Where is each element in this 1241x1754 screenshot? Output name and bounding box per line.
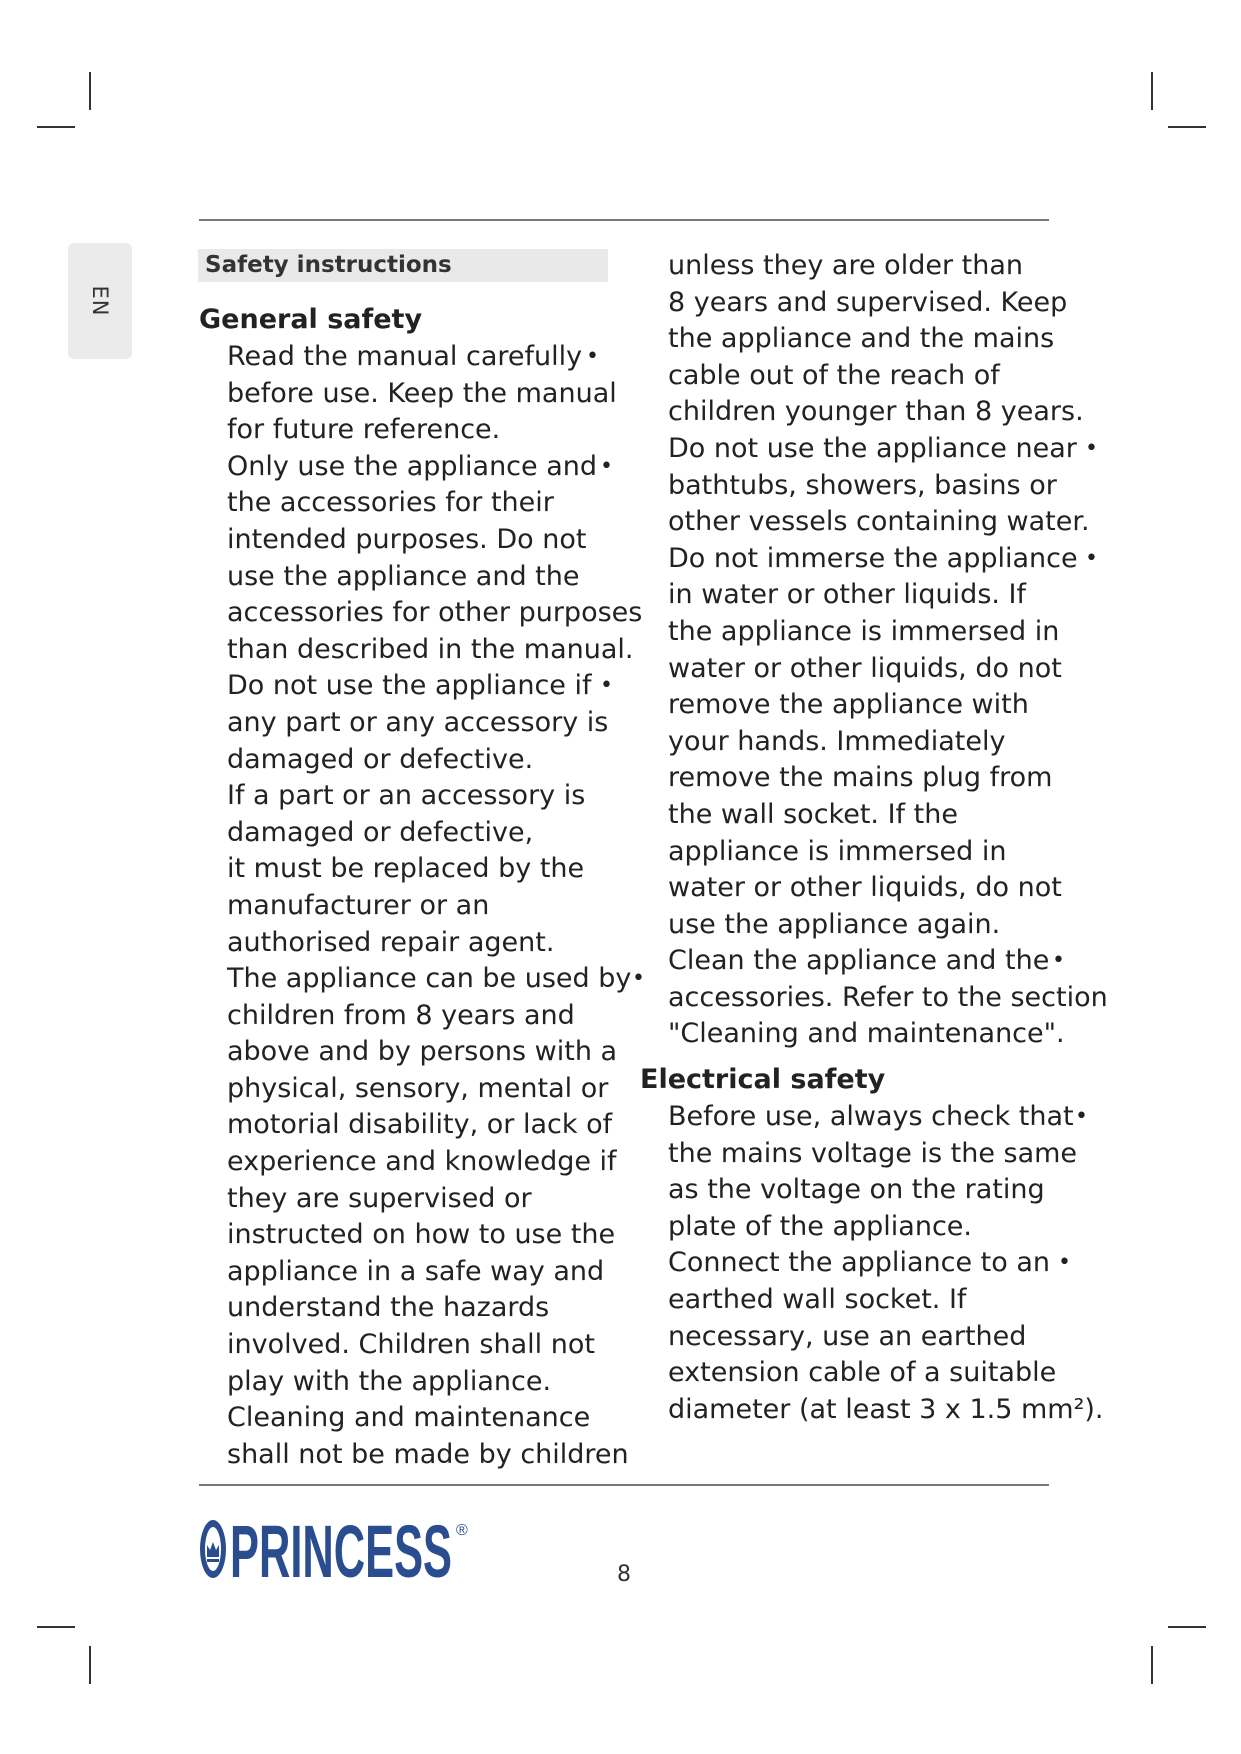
registered-mark: ® [456, 1522, 468, 1539]
language-tab [68, 243, 132, 359]
right-paragraph [640, 248, 1110, 1053]
text-line: than described in the manual. [227, 633, 634, 665]
bullet: • [1075, 1104, 1088, 1130]
text-line: accessories for other purposes [227, 597, 643, 629]
text-line: it must be replaced by the [227, 853, 585, 885]
text-line: they are supervised or [227, 1182, 532, 1214]
left-paragraph [199, 339, 645, 1473]
text-line: Before use, always check that • [668, 1099, 1110, 1136]
text-line: motorial disability, or lack of [227, 1109, 613, 1141]
text-line: plate of the appliance. [668, 1210, 972, 1242]
right-column [640, 248, 1110, 1428]
text-line: Clean the appliance and the • [668, 943, 1110, 980]
text-line: Do not immerse the appliance • [668, 541, 1110, 578]
text-line: the accessories for their [227, 487, 554, 519]
text-line: children younger than 8 years. [668, 396, 1084, 428]
section-label: Safety instructions [198, 249, 608, 282]
text-line: other vessels containing water. [668, 506, 1090, 538]
bullet: • [586, 344, 599, 369]
text-line: your hands. Immediately [668, 725, 1006, 757]
brand-wordmark: PRINCESS [230, 1513, 452, 1585]
bullet: • [600, 673, 613, 699]
bottom-rule [199, 1484, 1049, 1486]
crop-mark [89, 72, 91, 110]
text-line: shall not be made by children [227, 1438, 629, 1470]
text-line: damaged or defective, [227, 816, 534, 848]
text-line: earthed wall socket. If [668, 1284, 967, 1316]
text-line: the appliance and the mains [668, 323, 1055, 355]
page-number: 8 [617, 1562, 631, 1587]
bullet: • [1085, 545, 1098, 571]
general-safety-heading: General safety [199, 304, 423, 335]
text-line: unless they are older than [668, 250, 1023, 281]
text-line: "Cleaning and maintenance". [668, 1018, 1065, 1050]
text-line: for future reference. [227, 414, 501, 446]
bullet: • [1058, 1250, 1071, 1276]
crown-emblem-icon [200, 1520, 226, 1578]
text-line: extension cable of a suitable [668, 1357, 1057, 1389]
left-column [199, 301, 645, 1473]
electrical-safety-heading: Electrical safety [640, 1064, 886, 1096]
bullet: • [1085, 435, 1098, 461]
text-line: play with the appliance. [227, 1365, 552, 1397]
text-line: Connect the appliance to an • [668, 1245, 1110, 1282]
text-line: Do not use the appliance if • [227, 668, 639, 705]
text-line: manufacturer or an [227, 889, 490, 921]
text-line: any part or any accessory is [227, 706, 609, 738]
text-line: accessories. Refer to the section [668, 981, 1108, 1013]
crop-mark [89, 1646, 91, 1684]
text-line: damaged or defective. [227, 743, 534, 775]
crop-mark [37, 1626, 75, 1628]
text-line: Do not use the appliance near • [668, 431, 1110, 468]
text-line: necessary, use an earthed [668, 1320, 1027, 1352]
text-line: use the appliance again. [668, 908, 1001, 940]
text-line: the mains voltage is the same [668, 1137, 1078, 1169]
text-line: in water or other liquids. If [668, 579, 1027, 611]
crop-mark [1168, 126, 1206, 128]
text-line: If a part or an accessory is [227, 780, 586, 812]
text-line: the appliance is immersed in [668, 615, 1060, 647]
text-line: Only use the appliance and • [227, 449, 639, 486]
bullet: • [632, 966, 645, 992]
text-line: appliance in a safe way and [227, 1255, 605, 1287]
text-line: Cleaning and maintenance [227, 1402, 591, 1434]
text-line: bathtubs, showers, basins or [668, 469, 1057, 501]
bullet: • [1052, 948, 1065, 974]
text-line: cable out of the reach of [668, 359, 1000, 391]
text-line: above and by persons with a [227, 1036, 618, 1068]
text-line: The appliance can be used by • [227, 961, 639, 998]
text-line: intended purposes. Do not [227, 523, 587, 555]
princess-logo [198, 1513, 478, 1585]
text-line: water or other liquids, do not [668, 872, 1062, 904]
text-line: diameter (at least 3 x 1.5 mm²). [668, 1393, 1104, 1425]
text-line: appliance is immersed in [668, 835, 1007, 867]
crop-mark [1151, 72, 1153, 110]
text-line: remove the appliance with [668, 689, 1029, 721]
crop-mark [1151, 1646, 1153, 1684]
text-line: Read the manual carefully • [227, 339, 639, 376]
crop-mark [1168, 1626, 1206, 1628]
text-line: physical, sensory, mental or [227, 1072, 609, 1104]
text-line: the wall socket. If the [668, 798, 958, 830]
bullet: • [600, 453, 613, 479]
text-line: 8 years and supervised. Keep [668, 286, 1068, 318]
text-line: remove the mains plug from [668, 762, 1053, 794]
text-line: authorised repair agent. [227, 926, 555, 958]
text-line: experience and knowledge if [227, 1146, 617, 1178]
language-label: EN [88, 285, 112, 317]
text-line: before use. Keep the manual [227, 377, 617, 409]
text-line: use the appliance and the [227, 560, 580, 592]
right-paragraph-2 [640, 1099, 1110, 1428]
top-rule [199, 219, 1049, 221]
text-line: instructed on how to use the [227, 1219, 616, 1251]
text-line: as the voltage on the rating [668, 1174, 1045, 1206]
crop-mark [37, 126, 75, 128]
text-line: children from 8 years and [227, 999, 575, 1031]
text-line: water or other liquids, do not [668, 652, 1062, 684]
text-line: involved. Children shall not [227, 1329, 595, 1361]
text-line: understand the hazards [227, 1292, 550, 1324]
